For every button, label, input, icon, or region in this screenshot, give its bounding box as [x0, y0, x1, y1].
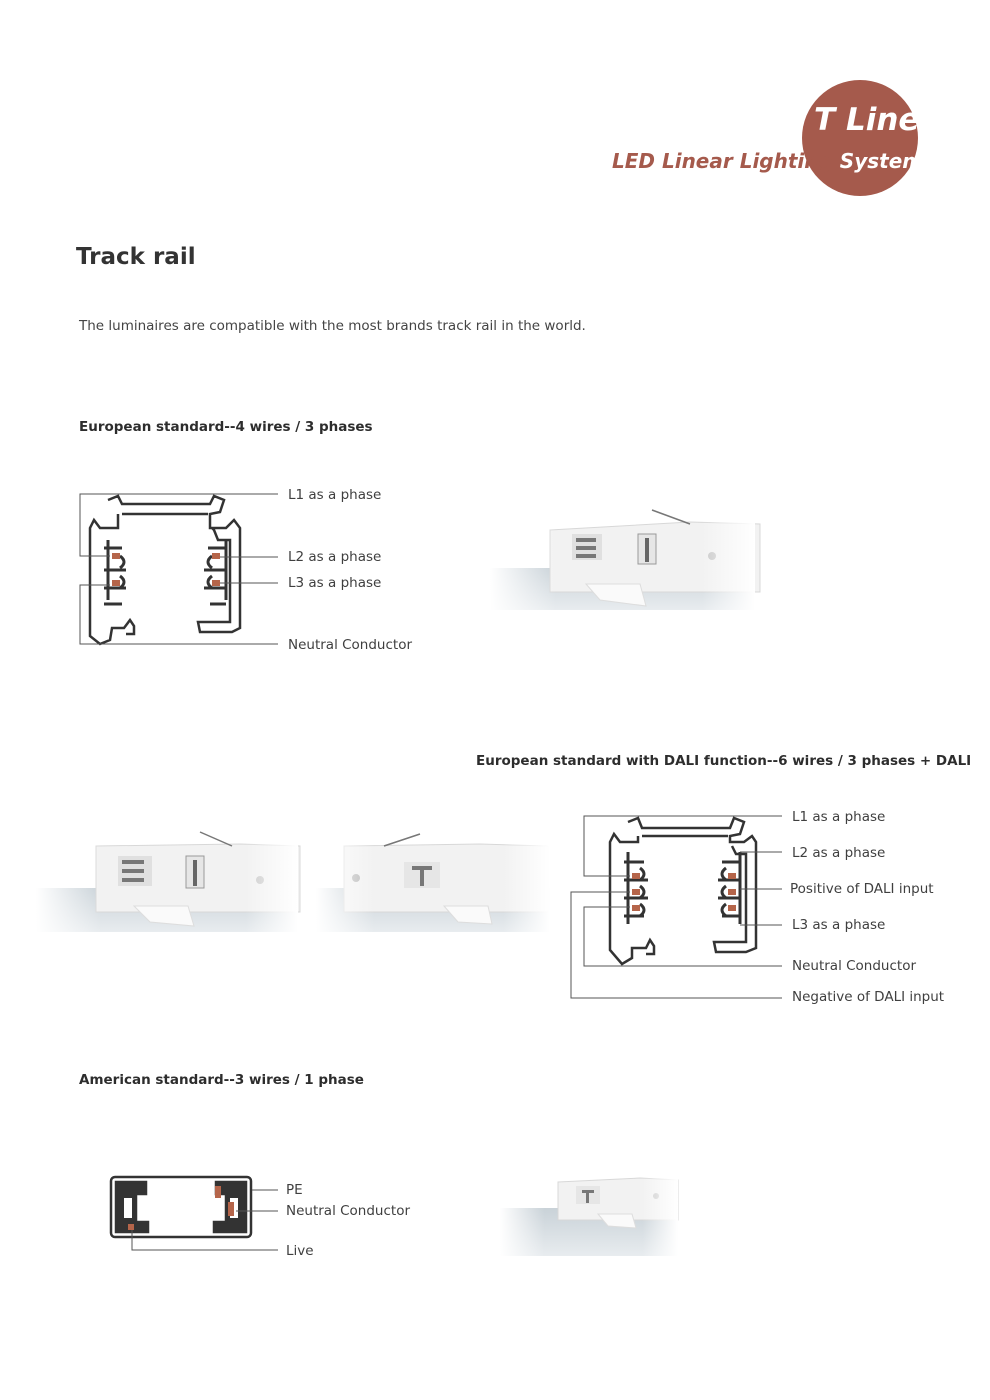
label-us-pe: PE [286, 1182, 303, 1198]
label-dali-neutral: Neutral Conductor [792, 958, 917, 974]
european-rail-profile [90, 496, 240, 644]
page-title: Track rail [76, 244, 196, 270]
label-us-neutral: Neutral Conductor [286, 1203, 411, 1219]
label-eu-l2: L2 as a phase [288, 549, 382, 565]
label-eu-l3: L3 as a phase [288, 575, 382, 591]
label-us-live: Live [286, 1243, 314, 1259]
american-product-photo [500, 1170, 678, 1260]
brand-logo-title: T Line [814, 102, 920, 138]
label-eu-neutral: Neutral Conductor [288, 637, 413, 653]
label-eu-l1: L1 as a phase [288, 487, 382, 503]
label-dali-l1: L1 as a phase [792, 809, 886, 825]
american-leader-lines [132, 1190, 278, 1250]
section-heading-european: European standard--4 wires / 3 phases [79, 419, 373, 435]
brand-logo-subtitle-part1: LED Linear Lighting [612, 149, 833, 173]
dali-leader-lines [571, 816, 782, 998]
dali-product-photo-left [36, 820, 300, 935]
european-conductors [112, 553, 220, 586]
label-dali-positive: Positive of DALI input [790, 881, 934, 897]
label-dali-l2: L2 as a phase [792, 845, 886, 861]
intro-text: The luminaires are compatible with the most brands track rail in the world. [79, 318, 586, 334]
section-heading-dali: European standard with DALI function--6 wires / 3 phases + DALI [476, 753, 972, 769]
label-dali-l3: L3 as a phase [792, 917, 886, 933]
european-product-photo [490, 500, 760, 615]
label-dali-negative: Negative of DALI input [792, 989, 945, 1005]
brand-logo-subtitle-part2: System [832, 149, 924, 173]
dali-product-photo-right [316, 820, 550, 935]
section-heading-american: American standard--3 wires / 1 phase [79, 1072, 364, 1088]
